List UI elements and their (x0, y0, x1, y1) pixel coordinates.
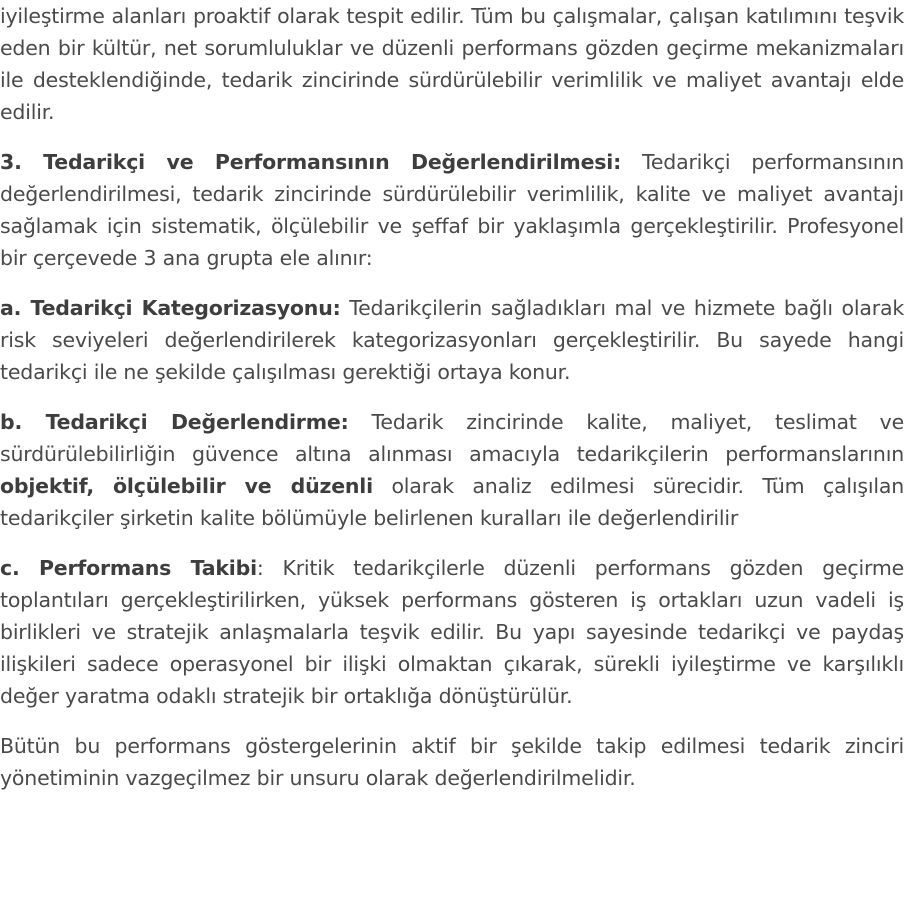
paragraph-assessment (0, 406, 904, 534)
subheading-a: a. Tedarikçi Kategorizasyonu: (0, 296, 341, 320)
paragraph-supplier-evaluation-text: Tedarikçi performansının değerlendirilmesi, tedarik zincirinde sürdürülebilir verimlilik, kalite ve maliyet avantajı sağlamak için sistematik, ölçülebilir ve şeffaf bir yaklaşımla gerçekleştirilir. Profesyonel bir çerçevede 3 ana grupta ele alınır: (0, 150, 904, 270)
subheading-b: b. Tedarikçi Değerlendirme: (0, 410, 349, 434)
paragraph-tracking (0, 552, 904, 712)
paragraph-assessment-text-after: olarak analiz edilmesi sürecidir. Tüm çalışılan tedarikçiler şirketin kalite bölümüyle belirlenen kuralları ile değerlendirilir (0, 474, 904, 530)
paragraph-intro (0, 0, 904, 128)
paragraph-conclusion-text: Bütün bu performans göstergelerinin aktif bir şekilde takip edilmesi tedarik zinciri yönetiminin vazgeçilmez bir unsuru olarak değerlendirilmelidir. (0, 734, 904, 790)
subheading-c: c. Performans Takibi (0, 556, 257, 580)
paragraph-supplier-evaluation (0, 146, 904, 274)
paragraph-tracking-text: : Kritik tedarikçilerle düzenli performans gözden geçirme toplantıları gerçekleştirilirken, yüksek performans gösteren iş ortakları uzun vadeli iş birlikleri ve stratejik anlaşmalarla teşvik edilir. Bu yapı sayesinde tedarikçi ve paydaş ilişkileri sadece operasyonel bir ilişki olmaktan çıkarak, sürekli iyileştirme ve karşılıklı değer yaratma odaklı stratejik bir ortaklığa dönüştürülür. (0, 556, 904, 708)
paragraph-conclusion (0, 730, 904, 794)
paragraph-categorization-text: Tedarikçilerin sağladıkları mal ve hizmete bağlı olarak risk seviyeleri değerlendirilerek kategorizasyonları gerçekleştirilir. Bu sayede hangi tedarikçi ile ne şekilde çalışılması gerektiği ortaya konur. (0, 296, 904, 384)
paragraph-assessment-text-before: Tedarik zincirinde kalite, maliyet, teslimat ve sürdürülebilirliğin güvence altına alınması amacıyla tedarikçilerin performanslarının (0, 410, 904, 466)
section-heading-3: 3. Tedarikçi ve Performansının Değerlendirilmesi: (0, 150, 622, 174)
paragraph-intro-text: iyileştirme alanları proaktif olarak tespit edilir. Tüm bu çalışmalar, çalışan katılımını teşvik eden bir kültür, net sorumluluklar ve düzenli performans gözden geçirme mekanizmaları ile desteklendiğinde, tedarik zincirinde sürdürülebilir verimlilik ve maliyet avantajı elde edilir. (0, 4, 904, 124)
paragraph-categorization (0, 292, 904, 388)
paragraph-assessment-emphasis: objektif, ölçülebilir ve düzenli (0, 474, 373, 498)
